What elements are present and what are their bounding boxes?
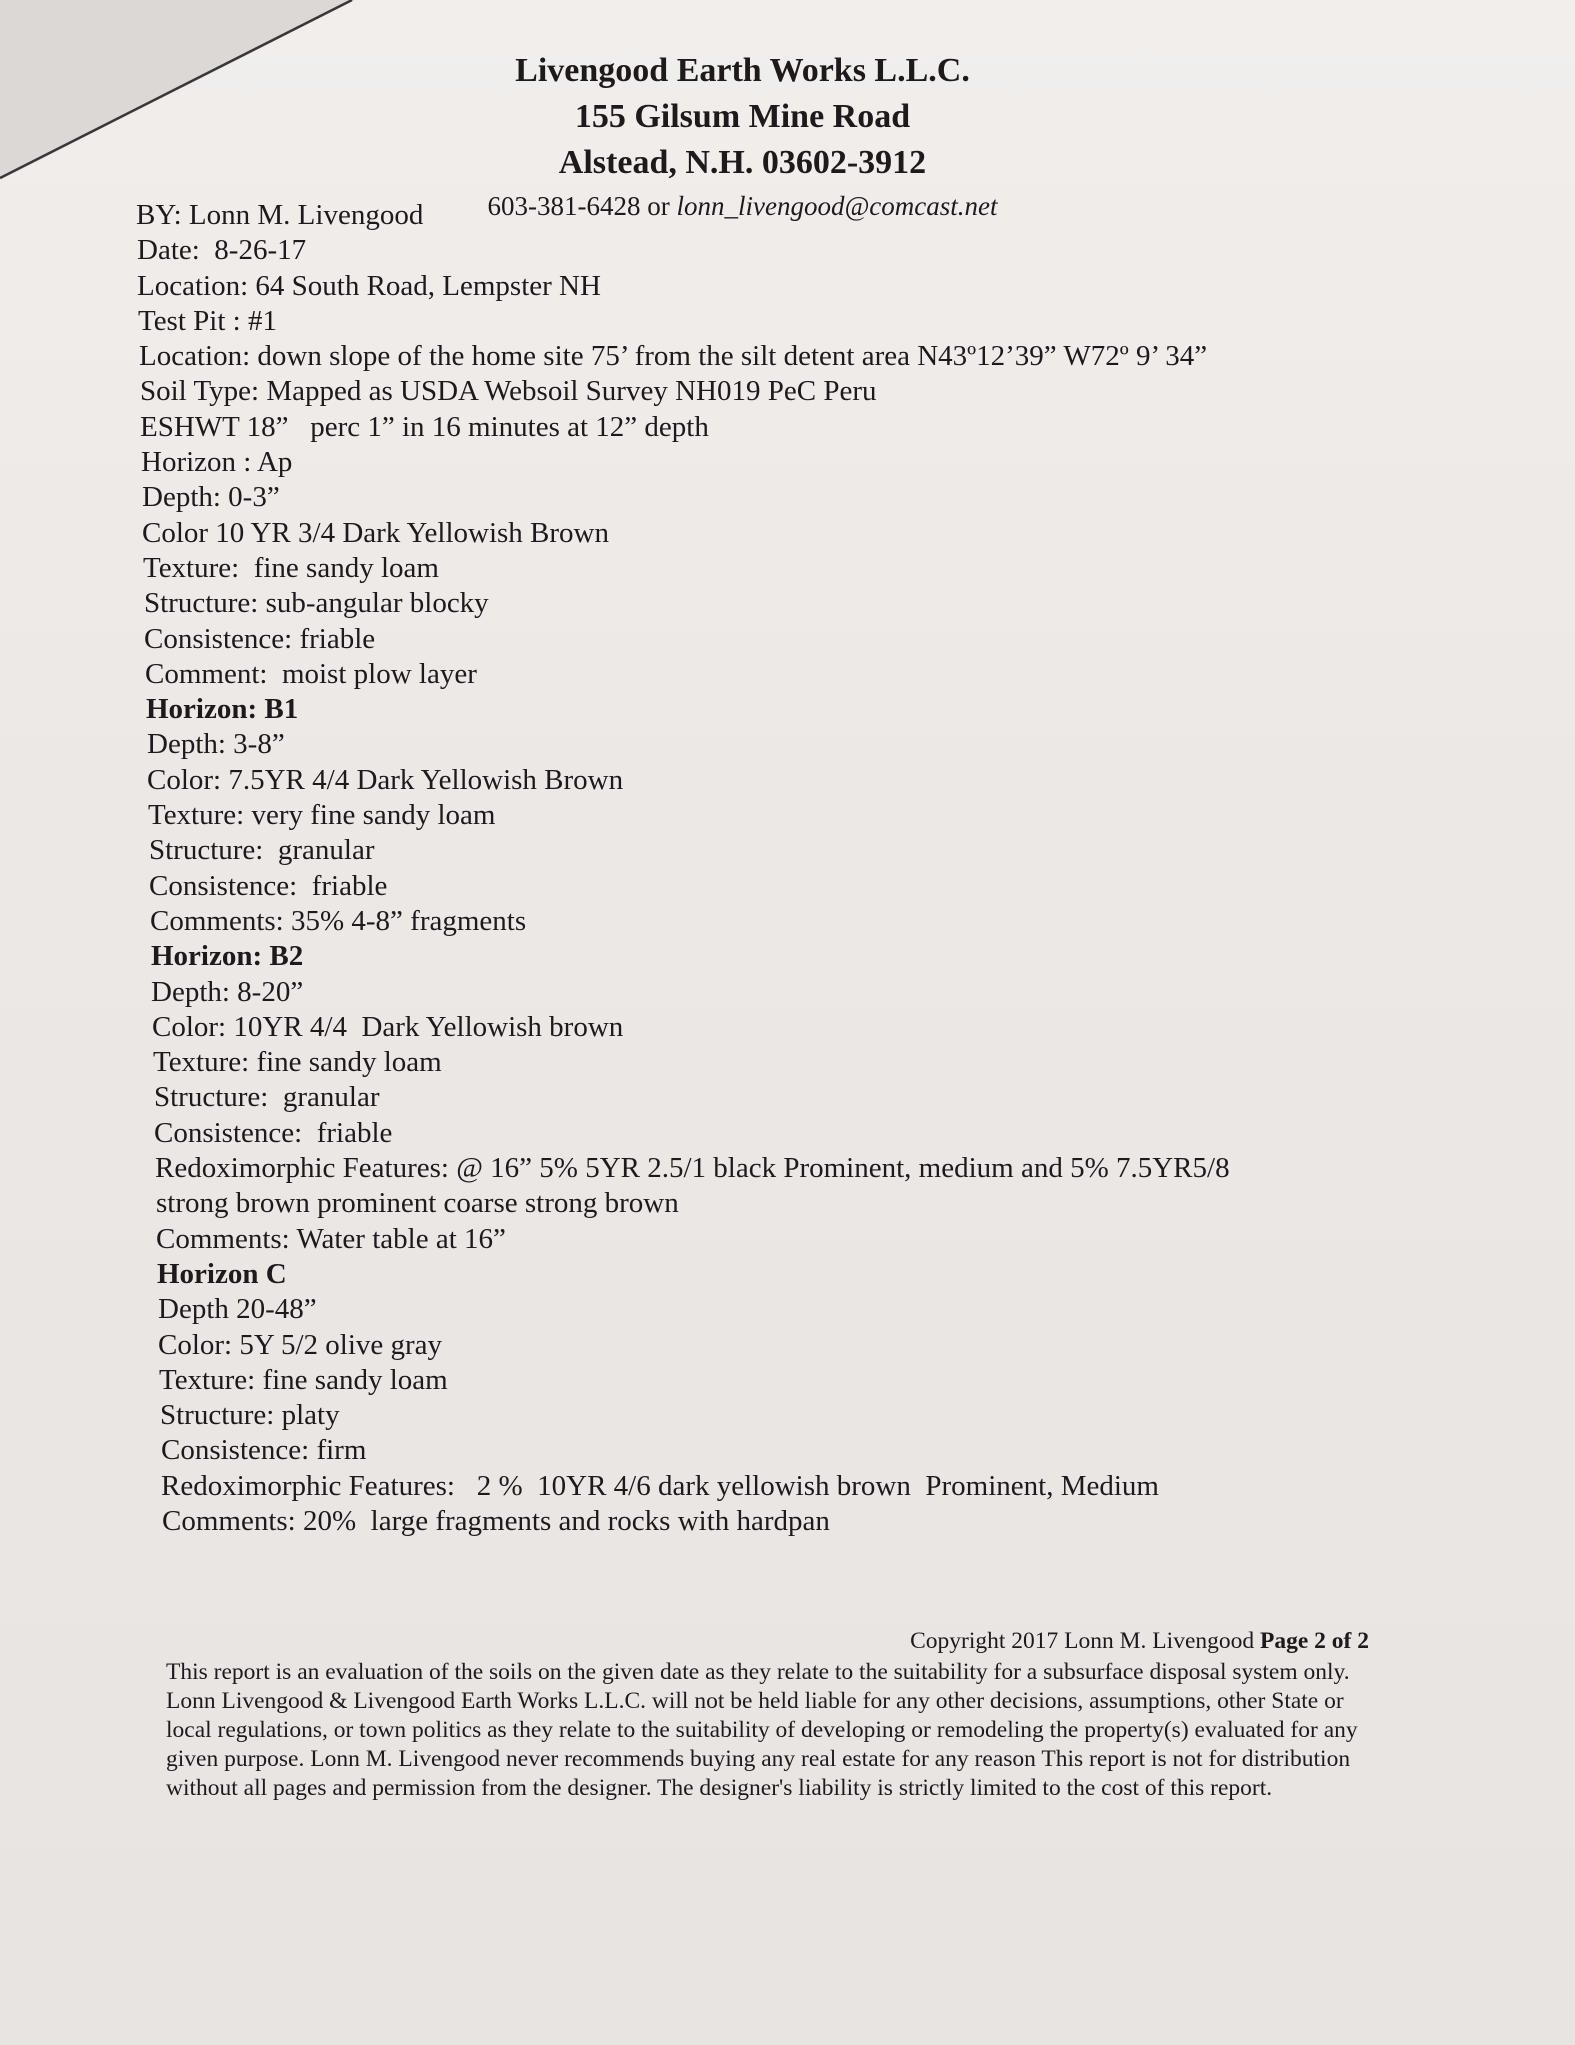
report-line: Comments: 35% 4-8” fragments	[150, 904, 527, 937]
horizon-heading: Horizon: B2	[151, 940, 304, 973]
company-city: Alstead, N.H. 03602-3912	[558, 144, 927, 181]
report-line: Color: 7.5YR 4/4 Dark Yellowish Brown	[147, 763, 624, 796]
report-line: Redoximorphic Features: 2 % 10YR 4/6 dark yellowish brown Prominent, Medium	[161, 1469, 1159, 1502]
report-line: Location: 64 South Road, Lempster NH	[137, 269, 601, 302]
report-line: Texture: fine sandy loam	[159, 1363, 448, 1396]
report-line: Consistence: firm	[161, 1434, 367, 1467]
report-line: Redoximorphic Features: @ 16” 5% 5YR 2.5/1 black Prominent, medium and 5% 7.5YR5/8	[155, 1152, 1230, 1185]
report-line: Comments: 20% large fragments and rocks with hardpan	[162, 1504, 830, 1537]
report-line: Structure: platy	[160, 1399, 340, 1432]
report-line: Depth: 3-8”	[147, 728, 285, 761]
report-line: Comments: Water table at 16”	[156, 1222, 506, 1255]
phone-number: 603-381-6428	[487, 191, 641, 221]
report-line: Depth: 8-20”	[151, 975, 304, 1008]
report-line: Texture: very fine sandy loam	[148, 799, 496, 832]
report-line: Color: 10YR 4/4 Dark Yellowish brown	[152, 1010, 624, 1043]
report-line: Depth: 0-3”	[142, 481, 280, 514]
horizon-heading: Horizon: B1	[146, 693, 299, 726]
report-line: Horizon : Ap	[141, 446, 293, 479]
report-line: Color: 5Y 5/2 olive gray	[158, 1328, 443, 1361]
report-line: Structure: granular	[149, 834, 375, 867]
report-line: Location: down slope of the home site 75’ from the silt detent area N43º12’39” W72º 9’ 34”	[139, 340, 1208, 373]
horizon-heading: Horizon C	[157, 1257, 287, 1290]
report-line: Consistence: friable	[144, 622, 376, 655]
report-line: Color 10 YR 3/4 Dark Yellowish Brown	[142, 516, 609, 549]
report-line: Date: 8-26-17	[137, 234, 307, 267]
report-line: Consistence: friable	[154, 1116, 393, 1149]
report-line: Test Pit : #1	[138, 304, 277, 337]
copyright-line	[166, 1626, 1369, 1656]
report-line: strong brown prominent coarse strong brown	[156, 1187, 679, 1220]
test-pit-log	[136, 198, 1436, 1539]
report-line: Depth 20-48”	[158, 1293, 317, 1326]
footer	[166, 1626, 1381, 1803]
contact-or: or	[647, 191, 670, 221]
report-line: Structure: granular	[154, 1081, 380, 1114]
page-number: Page 2 of 2	[1260, 1628, 1369, 1654]
email-address: lonn_livengood@comcast.net	[676, 191, 998, 221]
report-line: Structure: sub-angular blocky	[144, 587, 489, 620]
disclaimer: This report is an evaluation of the soils on the given date as they relate to the suitability for a subsurface disposal system only. Lonn Livengood & Livengood Earth Works L.L.C. will not be held liable for any other decisions, assumptions, other State or local regulations, or town politics as they relate to the suitability of developing or remodeling the property(s) evaluated for any given purpose. Lonn M. Livengood never recommends buying any real estate for any reason This report is not for distribution without all pages and permission from the designer. The designer's liability is strictly limited to the cost of this report.	[166, 1659, 1358, 1801]
company-street: 155 Gilsum Mine Road	[574, 98, 911, 135]
report-line: BY: Lonn M. Livengood	[136, 199, 424, 231]
copyright-text: Copyright 2017 Lonn M. Livengood	[910, 1628, 1255, 1654]
report-line: Texture: fine sandy loam	[143, 551, 439, 584]
report-line: ESHWT 18” perc 1” in 16 minutes at 12” depth	[140, 410, 709, 443]
report-line: Consistence: friable	[149, 869, 388, 902]
report-line: Soil Type: Mapped as USDA Websoil Survey NH019 PeC Peru	[140, 375, 877, 408]
company-name: Livengood Earth Works L.L.C.	[515, 52, 970, 89]
report-line: Texture: fine sandy loam	[153, 1046, 442, 1079]
report-line: Comment: moist plow layer	[145, 657, 477, 690]
